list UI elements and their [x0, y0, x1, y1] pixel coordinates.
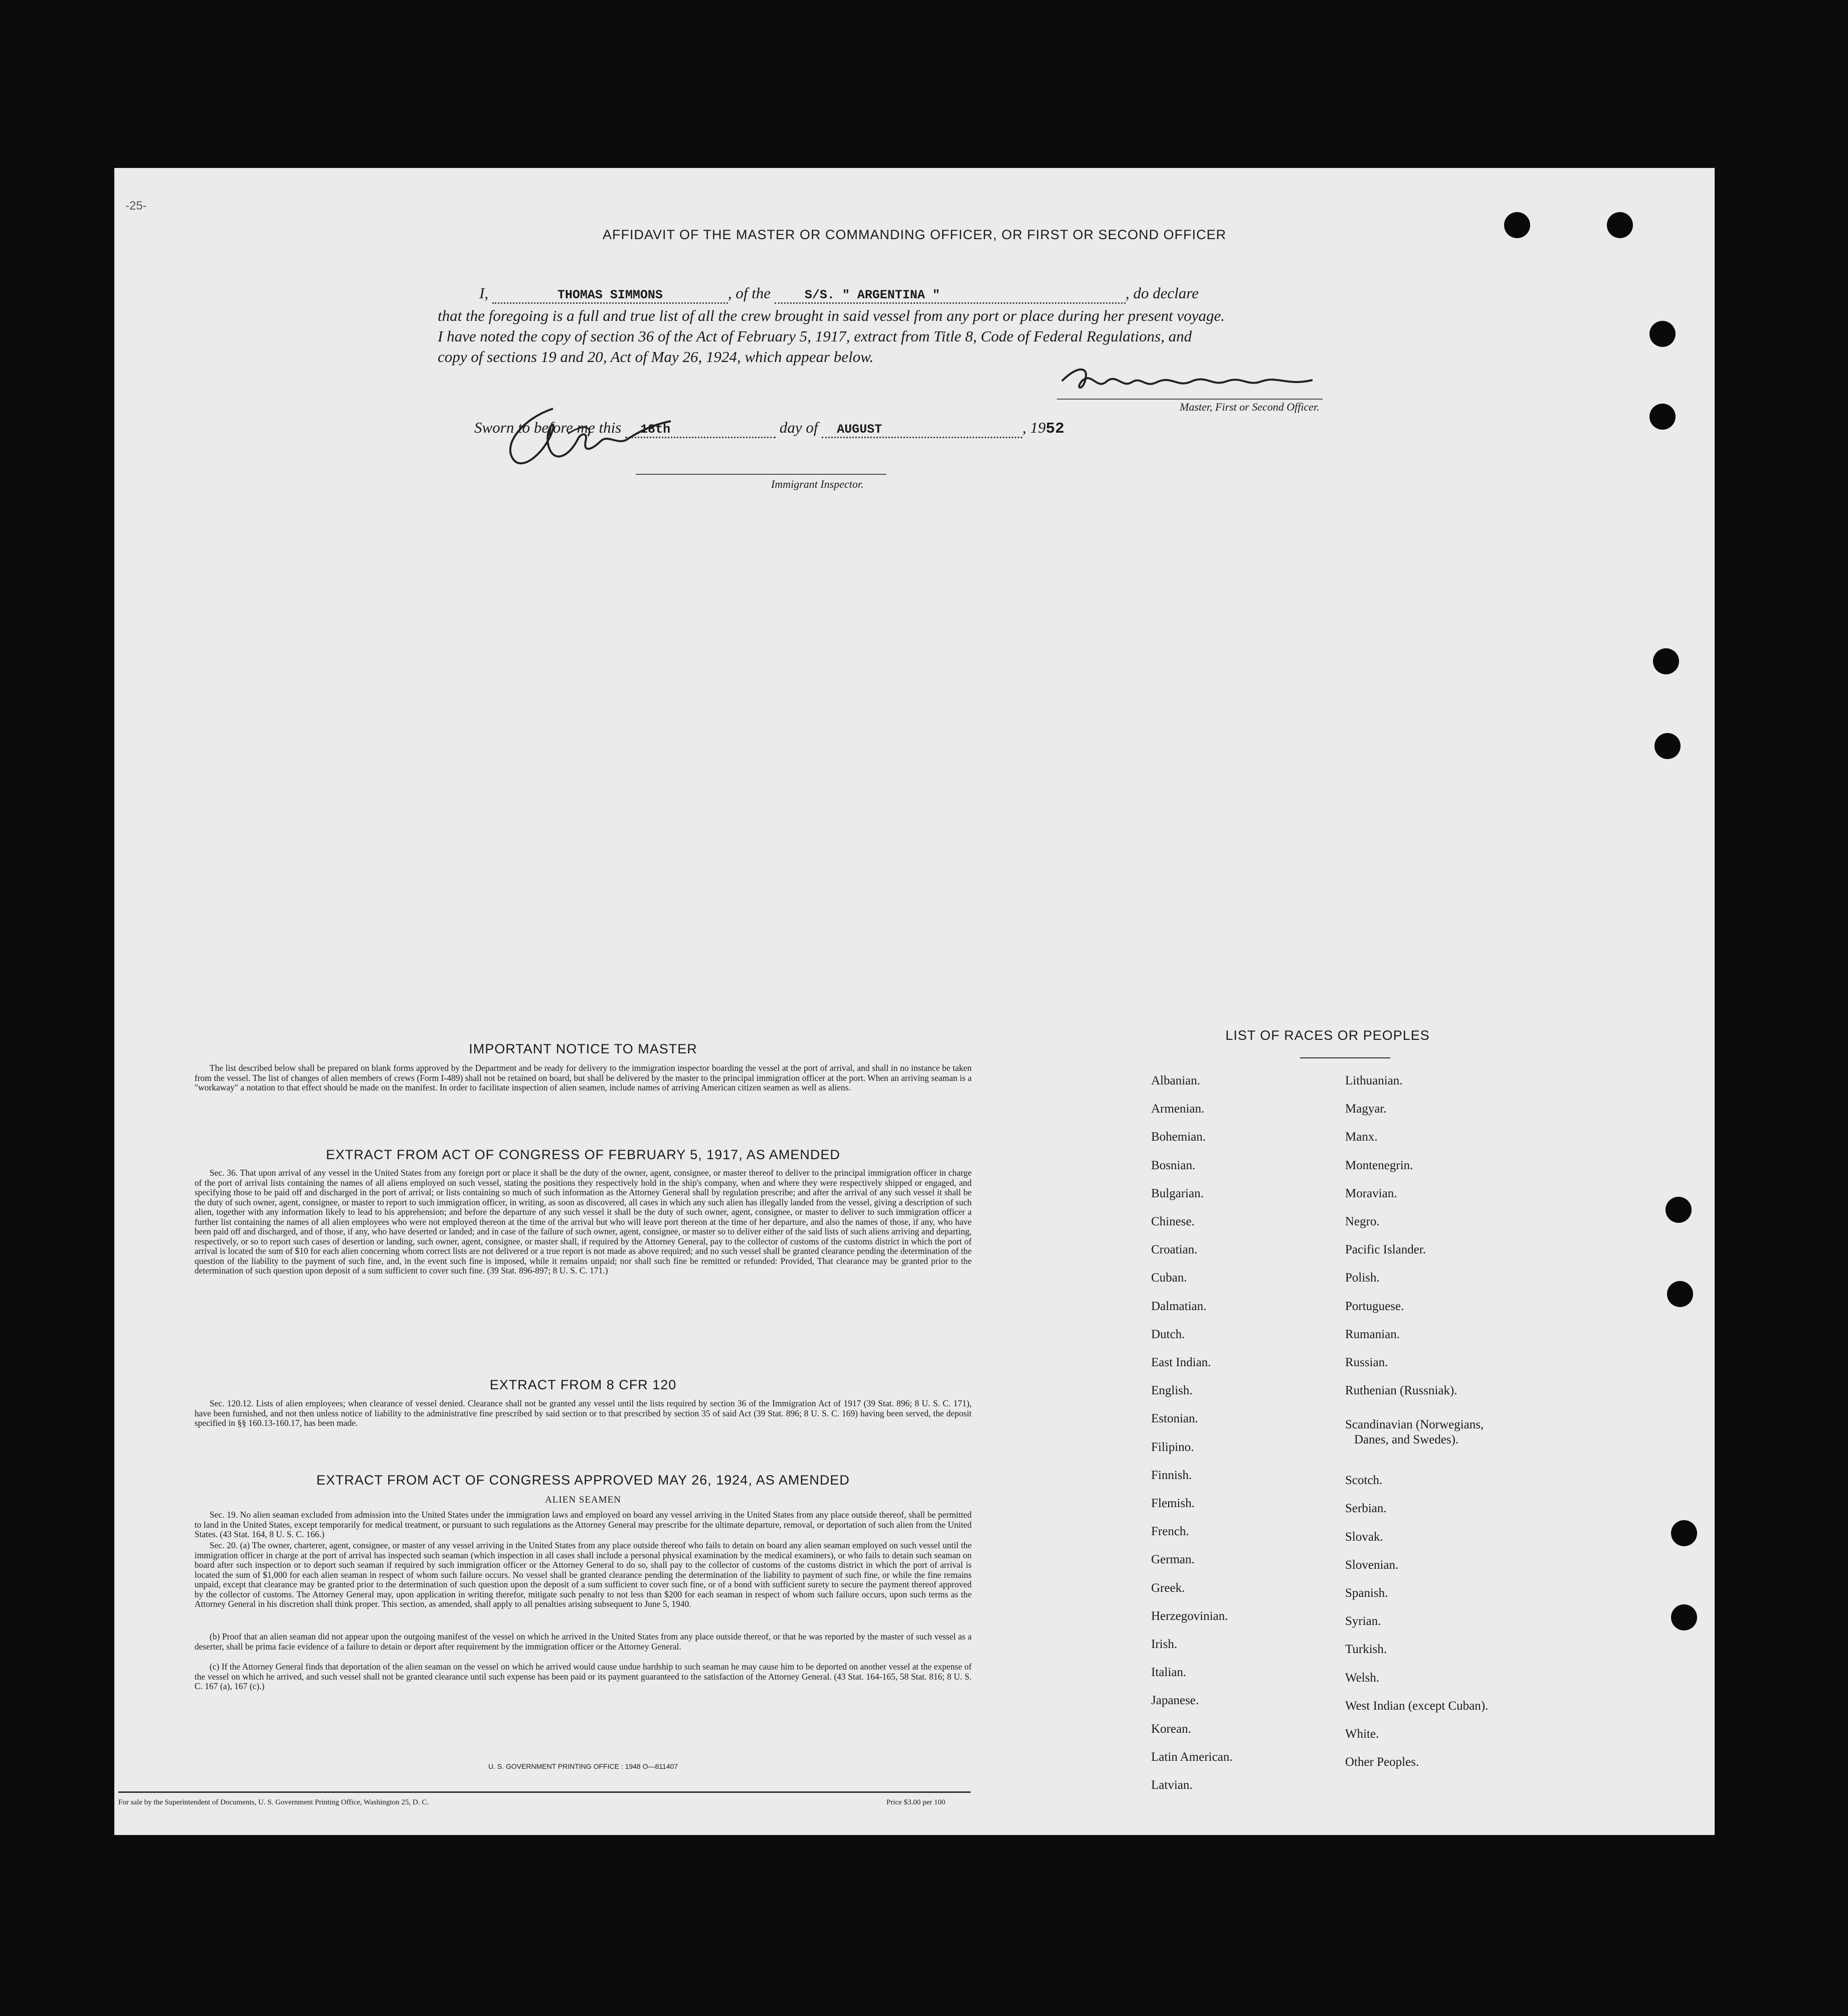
races-title: LIST OF RACES OR PEOPLES: [1225, 1028, 1430, 1043]
extract-cfr-body: Sec. 120.12. Lists of alien employees; when clearance of vessel denied. Clearance shall not be granted any vessel until the lists required by section 36 of the Immigration Act of 1917 (39 Stat. 896; 8 U. S. C. 171), have been furnished, and not then unless notice of liability to the administrative fine prescribed by said section or to that prescribed by section 35 of said Act (39 Stat. 896; 8 U. S. C. 169) having been served, the deposit specified in §§ 160.13-160.17, has been made.: [195, 1398, 972, 1428]
race-item: Welsh.: [1345, 1671, 1380, 1685]
year-prefix: , 19: [1022, 419, 1046, 436]
race-item: Rumanian.: [1345, 1327, 1400, 1341]
footer-price: Price $3.00 per 100: [886, 1798, 946, 1806]
race-item: Manx.: [1345, 1130, 1378, 1144]
race-item: Albanian.: [1151, 1074, 1200, 1087]
race-item: Moravian.: [1345, 1186, 1397, 1200]
notice-body: The list described below shall be prepared on blank forms approved by the Department and be ready for delivery to the immigration inspector boarding the vessel at the port of arrival, and shall in no instance be taken from the vessel. The list of changes of alien members of crews (Form I-489) shall not be retained on board, but shall be delivered by the master to the principal immigration officer at the port. When an arriving seaman is a "workaway" a notation to that effect should be made on the manifest. In order to facilitate inspection of alien seamen, include names of arriving American citizen seamen as well as aliens.: [195, 1063, 972, 1092]
extract-1917-body: Sec. 36. That upon arrival of any vessel in the United States from any foreign port or place it shall be the duty of the owner, agent, consignee, or master thereof to deliver to the principal immigration officer in charge of the port of arrival lists containing the names of all aliens employed on such vessel, stating the positions they respectively hold in the ship's company, when and where they were respectively shipped or engaged, and specifying those to be paid off and discharged in the port of arrival; or lists containing so much of such information as the Attorney General shall by regulation prescribe; and after the arrival of any such vessel it shall be the duty of such owner, agent, consignee, or master to report to such immigration officer, in writing, as soon as discovered, all cases in which any such alien has illegally landed from the vessel, giving a description of such alien, together with any information likely to lead to his apprehension; and before the departure of any such vessel it shall be the duty of such owner, agent, consignee, or master to deliver to such immigration officer a further list containing the names of all alien employees who were not employed thereon at the time of the arrival but who will leave port thereon at the time of her departure, and also the names of those, if any, who have been paid off and discharged, and of those, if any, who have deserted or landed; and in case of the failure of such owner, agent, consignee, or master so to deliver either of the said lists of such aliens arriving and departing, respectively, or so to report such cases of desertion or landing, such owner, agent, consignee, or master shall, if required by the Attorney General, pay to the collector of customs of the customs district in which the port of arrival is located the sum of $10 for each alien concerning whom correct lists are not delivered or a true report is not made as above required; and no such vessel shall be granted clearance pending the determination of the question of the liability to the payment of such fine, and, in the event such fine is imposed, while it remains unpaid; nor shall such fine be remitted or refunded: Provided, That clearance may be granted prior to the determination of such question upon deposit of a sum sufficient to cover such fine. (39 Stat. 896-897; 8 U. S. C. 171.): [195, 1168, 972, 1275]
inspector-signature: [493, 399, 673, 479]
affidavit-line-2: that the foregoing is a full and true list of all the crew brought in said vessel from any port or place during her present voyage.: [438, 307, 1225, 324]
page-stamp: -25-: [125, 199, 147, 213]
section-20a-text: Sec. 20. (a) The owner, charterer, agent, consignee, or master of any vessel arriving in the United States from any place outside thereof who fails to detain on board any alien seaman employed on such vessel until the immigration officer in charge at the port of arrival has inspected such seaman (which inspection in all cases shall include a personal physical examination by the medical examiners), or who fails to detain such seaman on board after such inspection or to deport such seaman if required by such immigration officer or the Attorney General to do so, shall pay to the collector of customs of the customs district in which the port of arrival is located the sum of $1,000 for each alien seaman in respect of whom such failure occurs. No vessel shall be granted clearance pending the determination of the liability to payment of such fine, or while the fine remains unpaid, except that clearance may be granted prior to the determination of such question upon the deposit of a sum sufficient to cover such fine, or of a bond with sufficient surety to secure the payment thereof approved by the collector of customs. The Attorney General may, upon application in writing therefor, mitigate such penalty to not less than $200 for each seaman in respect of whom such failure occurs, upon such terms as the Attorney General in his discretion shall think proper. This section, as amended, shall apply to all penalties arising subsequent to June 5, 1940.: [195, 1540, 972, 1609]
race-item: English.: [1151, 1384, 1193, 1398]
race-item: Polish.: [1345, 1271, 1380, 1285]
race-item: Korean.: [1151, 1722, 1191, 1736]
affidavit-line-4: copy of sections 19 and 20, Act of May 26, 1924, which appear below.: [438, 348, 874, 365]
section-20b-text: (b) Proof that an alien seaman did not appear upon the outgoing manifest of the vessel on which he arrived in the United States from any place outside thereof, or that he was reported by the master of such vessel as a deserter, shall be prima facie evidence of a failure to detain or deport after requirement by the immigration officer or the Attorney General.: [195, 1631, 972, 1652]
race-item: Spanish.: [1345, 1586, 1388, 1600]
inspector-signature-line: [636, 474, 886, 475]
race-item: Estonian.: [1151, 1412, 1198, 1426]
master-signature-line: [1057, 399, 1323, 400]
race-item: Latin American.: [1151, 1750, 1233, 1764]
race-item: Dalmatian.: [1151, 1299, 1207, 1313]
gpo-imprint: U. S. GOVERNMENT PRINTING OFFICE : 1948 O—811407: [488, 1762, 678, 1770]
sworn-prefix: Sworn to before me this: [474, 419, 622, 436]
day-of-text: day of: [779, 419, 818, 436]
affidavit-line-3: I have noted the copy of section 36 of the Act of February 5, 1917, extract from Title 8, Code of Federal Regulations, and: [438, 327, 1192, 345]
race-item: Chinese.: [1151, 1215, 1195, 1228]
master-name-field: THOMAS SIMMONS: [492, 288, 728, 304]
of-the-text: , of the: [727, 284, 771, 302]
race-item: Filipino.: [1151, 1440, 1194, 1454]
race-item: East Indian.: [1151, 1356, 1211, 1369]
extract-cfr-title: EXTRACT FROM 8 CFR 120: [489, 1377, 677, 1392]
punch-hole: [1653, 648, 1679, 674]
race-item: Armenian.: [1151, 1102, 1205, 1116]
affidavit-i: I,: [479, 284, 489, 302]
document-page: [114, 168, 1715, 1835]
race-item: Slovak.: [1345, 1530, 1383, 1544]
race-item: Syrian.: [1345, 1614, 1381, 1628]
punch-hole: [1504, 212, 1530, 238]
race-item: Croatian.: [1151, 1243, 1198, 1257]
race-item: Scandinavian (Norwegians,: [1345, 1417, 1484, 1431]
race-item: White.: [1345, 1727, 1379, 1741]
race-item: Danes, and Swedes).: [1354, 1432, 1459, 1446]
race-item: Slovenian.: [1345, 1558, 1399, 1572]
punch-hole: [1607, 212, 1633, 238]
race-item: Dutch.: [1151, 1327, 1185, 1341]
race-item: French.: [1151, 1525, 1189, 1539]
races-title-rule: [1300, 1057, 1390, 1058]
race-item: Pacific Islander.: [1345, 1243, 1426, 1257]
race-item: Greek.: [1151, 1581, 1185, 1595]
race-item: Ruthenian (Russniak).: [1345, 1384, 1457, 1398]
race-item: Scotch.: [1345, 1474, 1383, 1488]
race-item: German.: [1151, 1553, 1195, 1567]
sworn-year-field: 52: [1045, 420, 1064, 438]
race-item: Japanese.: [1151, 1694, 1199, 1708]
race-item: Bohemian.: [1151, 1130, 1206, 1144]
race-item: Lithuanian.: [1345, 1074, 1403, 1087]
affidavit-line-1: [479, 284, 1199, 304]
punch-hole: [1654, 733, 1681, 759]
extract-1924-title: EXTRACT FROM ACT OF CONGRESS APPROVED MAY 26, 1924, AS AMENDED: [316, 1473, 850, 1488]
punch-hole: [1671, 1520, 1697, 1546]
notice-title: IMPORTANT NOTICE TO MASTER: [469, 1041, 697, 1056]
race-item: Cuban.: [1151, 1271, 1187, 1285]
section-20c-text: (c) If the Attorney General finds that deportation of the alien seaman on the vessel on which he arrived would cause undue hardship to such seaman he may cause him to be deported on another vessel at the expense of the vessel on which he arrived, and such vessel shall not be granted clearance until such expense has been paid or its payment guaranteed to the satisfaction of the Attorney General. (43 Stat. 164-165, 58 Stat. 816; 8 U. S. C. 167 (a), 167 (c).): [195, 1662, 972, 1691]
race-item: Irish.: [1151, 1637, 1178, 1651]
race-item: Montenegrin.: [1345, 1158, 1413, 1172]
race-item: Italian.: [1151, 1666, 1187, 1680]
race-item: Latvian.: [1151, 1778, 1193, 1792]
do-declare-text: , do declare: [1125, 284, 1199, 302]
punch-hole: [1667, 1281, 1693, 1307]
race-item: Herzegovinian.: [1151, 1609, 1228, 1623]
race-item: Serbian.: [1345, 1502, 1387, 1516]
race-item: Russian.: [1345, 1356, 1388, 1369]
race-item: Other Peoples.: [1345, 1755, 1419, 1769]
punch-hole: [1666, 1197, 1692, 1223]
race-item: Bulgarian.: [1151, 1186, 1204, 1200]
master-caption: Master, First or Second Officer.: [1180, 401, 1320, 413]
sworn-month-field: AUGUST: [822, 422, 1022, 438]
extract-1917-title: EXTRACT FROM ACT OF CONGRESS OF FEBRUARY 5, 1917, AS AMENDED: [326, 1147, 840, 1162]
vessel-name-field: S/S. " ARGENTINA ": [775, 288, 1126, 304]
race-item: Portuguese.: [1345, 1299, 1404, 1313]
master-signature: [1057, 361, 1318, 401]
punch-hole: [1649, 404, 1676, 430]
race-item: Turkish.: [1345, 1642, 1387, 1657]
race-item: Bosnian.: [1151, 1158, 1196, 1172]
affidavit-title: AFFIDAVIT OF THE MASTER OR COMMANDING OFFICER, OR FIRST OR SECOND OFFICER: [602, 227, 1227, 242]
sworn-day-field: 18th: [625, 422, 776, 438]
alien-seamen-subtitle: ALIEN SEAMEN: [545, 1495, 621, 1505]
race-item: West Indian (except Cuban).: [1345, 1699, 1489, 1713]
race-item: Magyar.: [1345, 1102, 1387, 1116]
punch-hole: [1649, 321, 1676, 347]
section-19-text: Sec. 19. No alien seaman excluded from admission into the United States under the immigration laws and employed on board any vessel arriving in the United States from any place outside thereof, shall be permitted to land in the United States, except temporarily for medical treatment, or pursuant to such regulations as the Attorney General may prescribe for the ultimate departure, removal, or deportation of such alien from the United States. (43 Stat. 164, 8 U. S. C. 166.): [195, 1510, 972, 1539]
race-item: Flemish.: [1151, 1497, 1195, 1510]
race-item: Negro.: [1345, 1215, 1380, 1228]
punch-hole: [1671, 1604, 1697, 1630]
race-item: Finnish.: [1151, 1468, 1192, 1482]
footer-rule: [118, 1791, 971, 1793]
footer-sale-note: For sale by the Superintendent of Documents, U. S. Government Printing Office, Washington 25, D. C.: [118, 1798, 429, 1806]
inspector-caption: Immigrant Inspector.: [771, 478, 864, 490]
